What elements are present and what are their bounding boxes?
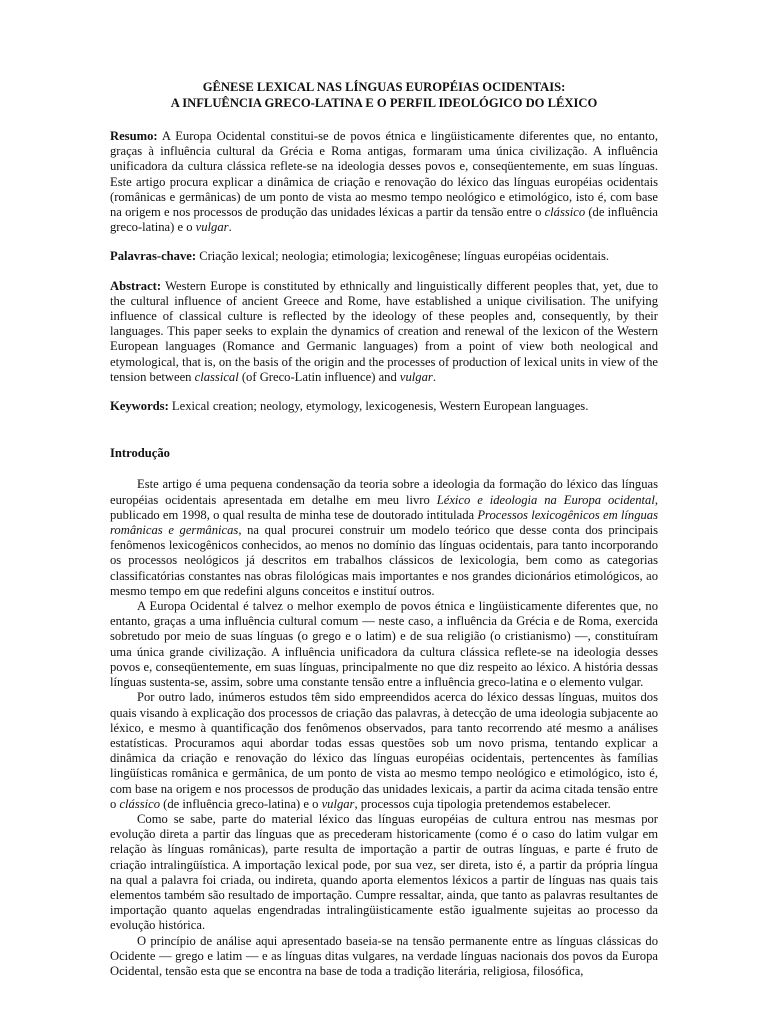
resumo-em-1: clássico xyxy=(544,205,586,220)
intro-p1-text-e: , na qual procurei construir um modelo teórico que desse conta dos principais fenômenos lexicogênicos conhecidos, ao menos no domínio das línguas ocidentais, para tanto incorporando os processos neológicos já descritos em trabalhos clássicos de lexicologia, bem como as categorias classificatórias constantes nas obras filológicas mais importantes e nos grandes dicionários etimológicos, ao mesmo tempo em que redefini alguns conceitos e instituí outros. xyxy=(110,523,658,598)
resumo-text-1: A Europa Ocidental constitui-se de povos étnica e lingüisticamente diferentes que, no entanto, graças à influência cultural da Grécia e Roma antigas, formaram uma única civilização. A influência unificadora da cultura clássica reflete-se na ideologia desses povos e, conseqüentemente, em suas línguas. Este artigo procura explicar a dinâmica de criação e renovação do léxico das línguas européias ocidentais (românicas e germânicas) de um ponto de vista ao mesmo tempo neológico e etimológico, isto é, com base na origem e nos processos de produção das unidades léxicas a partir da tensão entre o xyxy=(110,129,658,220)
title-line-1: GÊNESE LEXICAL NAS LÍNGUAS EUROPÉIAS OCIDENTAIS: xyxy=(202,80,566,94)
palavras-chave-text: Criação lexical; neologia; etimologia; lexicogênese; línguas européias ocidentais. xyxy=(196,249,610,264)
palavras-chave-label: Palavras-chave: xyxy=(110,249,197,264)
abstract-paragraph xyxy=(110,279,658,385)
resumo-text-3: . xyxy=(228,220,232,235)
keywords-label: Keywords: xyxy=(110,399,169,414)
page-content xyxy=(110,80,658,979)
keywords-paragraph xyxy=(110,399,658,414)
intro-p3-text-a: Por outro lado, inúmeros estudos têm sido empreendidos acerca do léxico dessas línguas, muitos dos quais visando à explicação dos processos de criação das palavras, à detecção de uma ideologia subjacente ao léxico, e mesmo à quantificação dos fenômenos observados, para tanto recorrendo até mesmo a análises estatísticas. Procuramos aqui abordar todas essas questões sob um novo prisma, tentando explicar a dinâmica da criação e renovação do léxico das línguas européias ocidentais, pertencentes às famílias lingüísticas românica e germânica, de um ponto de vista ao mesmo tempo neológico e etimológico, isto é, com base na origem e nos processos de produção das unidades lexicais, a partir da acima citada tensão entre o xyxy=(110,690,658,811)
intro-paragraph-2: A Europa Ocidental é talvez o melhor exemplo de povos étnica e lingüisticamente diferentes que, no entanto, graças a uma influência cultural comum — neste caso, a influência da Grécia e de Roma, exercida sobretudo por meio de suas línguas (o grego e o latim) e de sua religião (o cristianismo) —, constituíram uma única grande civilização. A influência unificadora da cultura clássica reflete-se na ideologia desses povos e, conseqüentemente, em suas línguas, principalmente no que diz respeito ao léxico. A história dessas línguas sustenta-se, assim, sobre uma constante tensão entre a influência greco-latina e o elemento vulgar. xyxy=(110,599,658,690)
resumo-label: Resumo: xyxy=(110,129,158,143)
intro-paragraph-1 xyxy=(110,477,658,599)
abstract-em-2: vulgar xyxy=(399,369,433,384)
abstract-text-3: . xyxy=(432,369,436,384)
resumo-text-2: (de influência greco-latina) e o xyxy=(110,205,659,235)
intro-p3-text-c: (de influência greco-latina) e o xyxy=(160,796,322,811)
thesis-title: Processos lexicogênicos em línguas românicas e germânicas xyxy=(110,507,659,538)
abstract-text-1: Western Europe is constituted by ethnically and linguistically different peoples that, yet, due to the cultural influence of ancient Greece and Rome, have established a unique civilisation. The unifying influence of classical culture is reflected by the ideology of these peoples and, consequently, by their languages. This paper seeks to explain the dynamics of creation and renewal of the lexicon of the Western European languages (Romance and Germanic languages) from a point of view both neological and etymological, that is, on the basis of the origin and the processes of production of lexical units in view of the tension between xyxy=(110,278,658,384)
keywords-text: Lexical creation; neology, etymology, lexicogenesis, Western European languages. xyxy=(168,399,589,414)
intro-p3-em-1: clássico xyxy=(119,796,161,811)
abstract-label: Abstract: xyxy=(110,278,162,293)
intro-p3-em-2: vulgar xyxy=(321,796,355,811)
abstract-text-2: (of Greco-Latin influence) and xyxy=(238,369,400,384)
title-line-2: A INFLUÊNCIA GRECO-LATINA E O PERFIL IDEOLÓGICO DO LÉXICO xyxy=(170,95,598,110)
palavras-chave-paragraph xyxy=(110,249,658,264)
intro-paragraph-4: Como se sabe, parte do material léxico das línguas européias de cultura entrou nas mesmas por evolução direta a partir das línguas que as precederam historicamente (como é o caso do latim vulgar em relação às línguas românicas), parte resulta de importação a partir de outras línguas, e parte é fruto de criação intralingüística. A importação lexical pode, por sua vez, ser direta, isto é, a partir da própria língua na qual a palavra foi criada, ou indireta, quando aporta elementos léxicos a partir de línguas nas quais tais elementos também são resultado de importação. Cumpre ressaltar, ainda, que tanto as palavras resultantes de importação quanto aquelas engendradas intralingüisticamente estão igualmente sujeitas ao processo da evolução histórica. xyxy=(110,811,658,933)
resumo-paragraph xyxy=(110,129,658,235)
intro-p1-text-c: , publicado em 1998, o qual resulta de minha tese de doutorado intitulada xyxy=(110,492,659,522)
resumo-em-2: vulgar xyxy=(195,220,229,235)
book-title: Léxico e ideologia na Europa ocidental xyxy=(436,492,655,507)
paper-title xyxy=(110,80,658,111)
abstract-em-1: classical xyxy=(194,369,239,384)
intro-p1-text-a: Este artigo é uma pequena condensação da teoria sobre a ideologia da formação do léxico das línguas européias ocidentais apresentada em detalhe em meu livro xyxy=(110,477,658,507)
intro-paragraph-5: O princípio de análise aqui apresentado baseia-se na tensão permanente entre as línguas clássicas do Ocidente — grego e latim — e as línguas ditas vulgares, na verdade línguas nacionais dos povos da Europa Ocidental, tensão esta que se encontra na base de toda a tradição literária, religiosa, filosófica, xyxy=(110,933,658,978)
intro-heading: Introdução xyxy=(110,446,170,461)
intro-paragraph-3 xyxy=(110,690,658,812)
intro-p3-text-e: , processos cuja tipologia pretendemos estabelecer. xyxy=(354,796,611,811)
